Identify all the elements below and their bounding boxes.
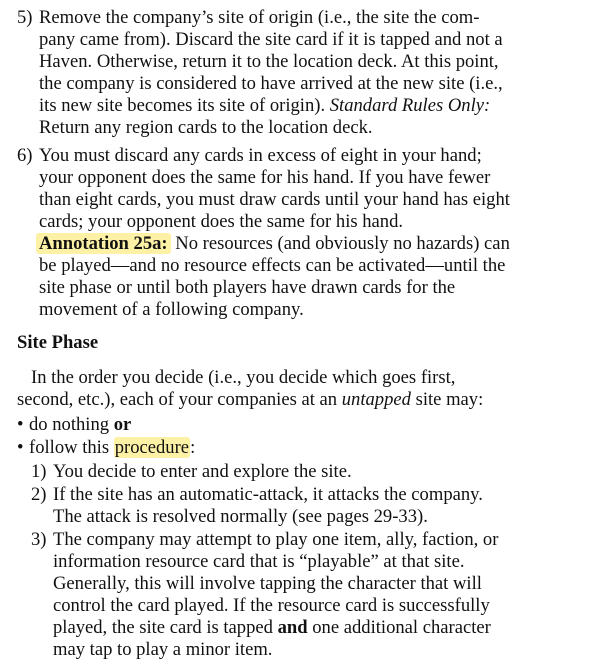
annotation-line-2: be played—and no resource effects can be activated—until the	[39, 255, 506, 276]
bullet-2: •	[17, 437, 24, 458]
item-5-line-5	[39, 95, 490, 117]
option-2-text: follow this	[29, 437, 110, 458]
step-2-line-1: If the site has an automatic-attack, it attacks the company.	[53, 484, 483, 505]
annotation-line-4: movement of a following company.	[39, 299, 304, 320]
item-5-line-4: the company is considered to have arrived at the new site (i.e.,	[39, 73, 503, 94]
item-5-line-1: Remove the company’s site of origin (i.e., the site the com-	[39, 7, 480, 28]
annotation-text-1: No resources (and obviously no hazards) can	[175, 233, 510, 254]
option-1-bold: or	[113, 414, 132, 435]
bullet-1: •	[17, 414, 24, 435]
step-3-line-5-post: one additional character	[312, 617, 491, 638]
step-1-number: 1)	[31, 461, 47, 482]
option-2	[29, 437, 195, 459]
item-5-line-5-text: its new site becomes its site of origin).	[39, 95, 326, 116]
item-5-number: 5)	[17, 7, 33, 28]
item-5-line-6: Return any region cards to the location deck.	[39, 117, 373, 138]
intro-line-2-pre: second, etc.), each of your companies at an	[17, 389, 338, 410]
intro-line-2-em: untapped	[341, 389, 411, 410]
step-2-line-2: The attack is resolved normally (see pages 29-33).	[53, 506, 428, 527]
step-3-number: 3)	[31, 529, 47, 550]
step-3-line-5-bold: and	[277, 617, 308, 638]
annotation-line-1	[36, 233, 510, 255]
annotation-line-3: site phase or until both players have drawn cards for the	[39, 277, 456, 298]
option-1-text: do nothing	[29, 414, 110, 435]
option-2-colon: :	[190, 437, 196, 458]
item-6-line-3: than eight cards, you must draw cards until your hand has eight	[39, 189, 510, 210]
item-5-line-2: pany came from). Discard the site card if it is tapped and not a	[39, 29, 503, 50]
step-3-line-3: Generally, this will involve tapping the character that will	[53, 573, 482, 594]
annotation-label: Annotation 25a:	[36, 233, 171, 254]
intro-line-2-post: site may:	[415, 389, 484, 410]
intro-line-2	[17, 389, 483, 411]
step-1-line-1: You decide to enter and explore the site.	[53, 461, 352, 482]
step-3-line-6: may tap to play a minor item.	[53, 639, 273, 660]
item-6-line-4: cards; your opponent does the same for his hand.	[39, 211, 404, 232]
item-6-line-2: your opponent does the same for his hand. If you have fewer	[39, 167, 491, 188]
item-6-number: 6)	[17, 145, 33, 166]
item-6-line-1: You must discard any cards in excess of eight in your hand;	[39, 145, 482, 166]
step-2-number: 2)	[31, 484, 47, 505]
standard-rules-label: Standard Rules Only:	[329, 95, 491, 116]
section-heading: Site Phase	[17, 332, 99, 353]
item-5-line-3: Haven. Otherwise, return it to the location deck. At this point,	[39, 51, 499, 72]
step-3-line-5	[53, 617, 491, 639]
option-1	[29, 414, 131, 436]
step-3-line-5-pre: played, the site card is tapped	[53, 617, 273, 638]
step-3-line-2: information resource card that is “playable” at that site.	[53, 551, 465, 572]
procedure-highlight: procedure	[114, 437, 190, 458]
step-3-line-1: The company may attempt to play one item, ally, faction, or	[53, 529, 499, 550]
step-3-line-4: control the card played. If the resource card is successfully	[53, 595, 490, 616]
intro-line-1: In the order you decide (i.e., you decide which goes first,	[31, 367, 456, 388]
